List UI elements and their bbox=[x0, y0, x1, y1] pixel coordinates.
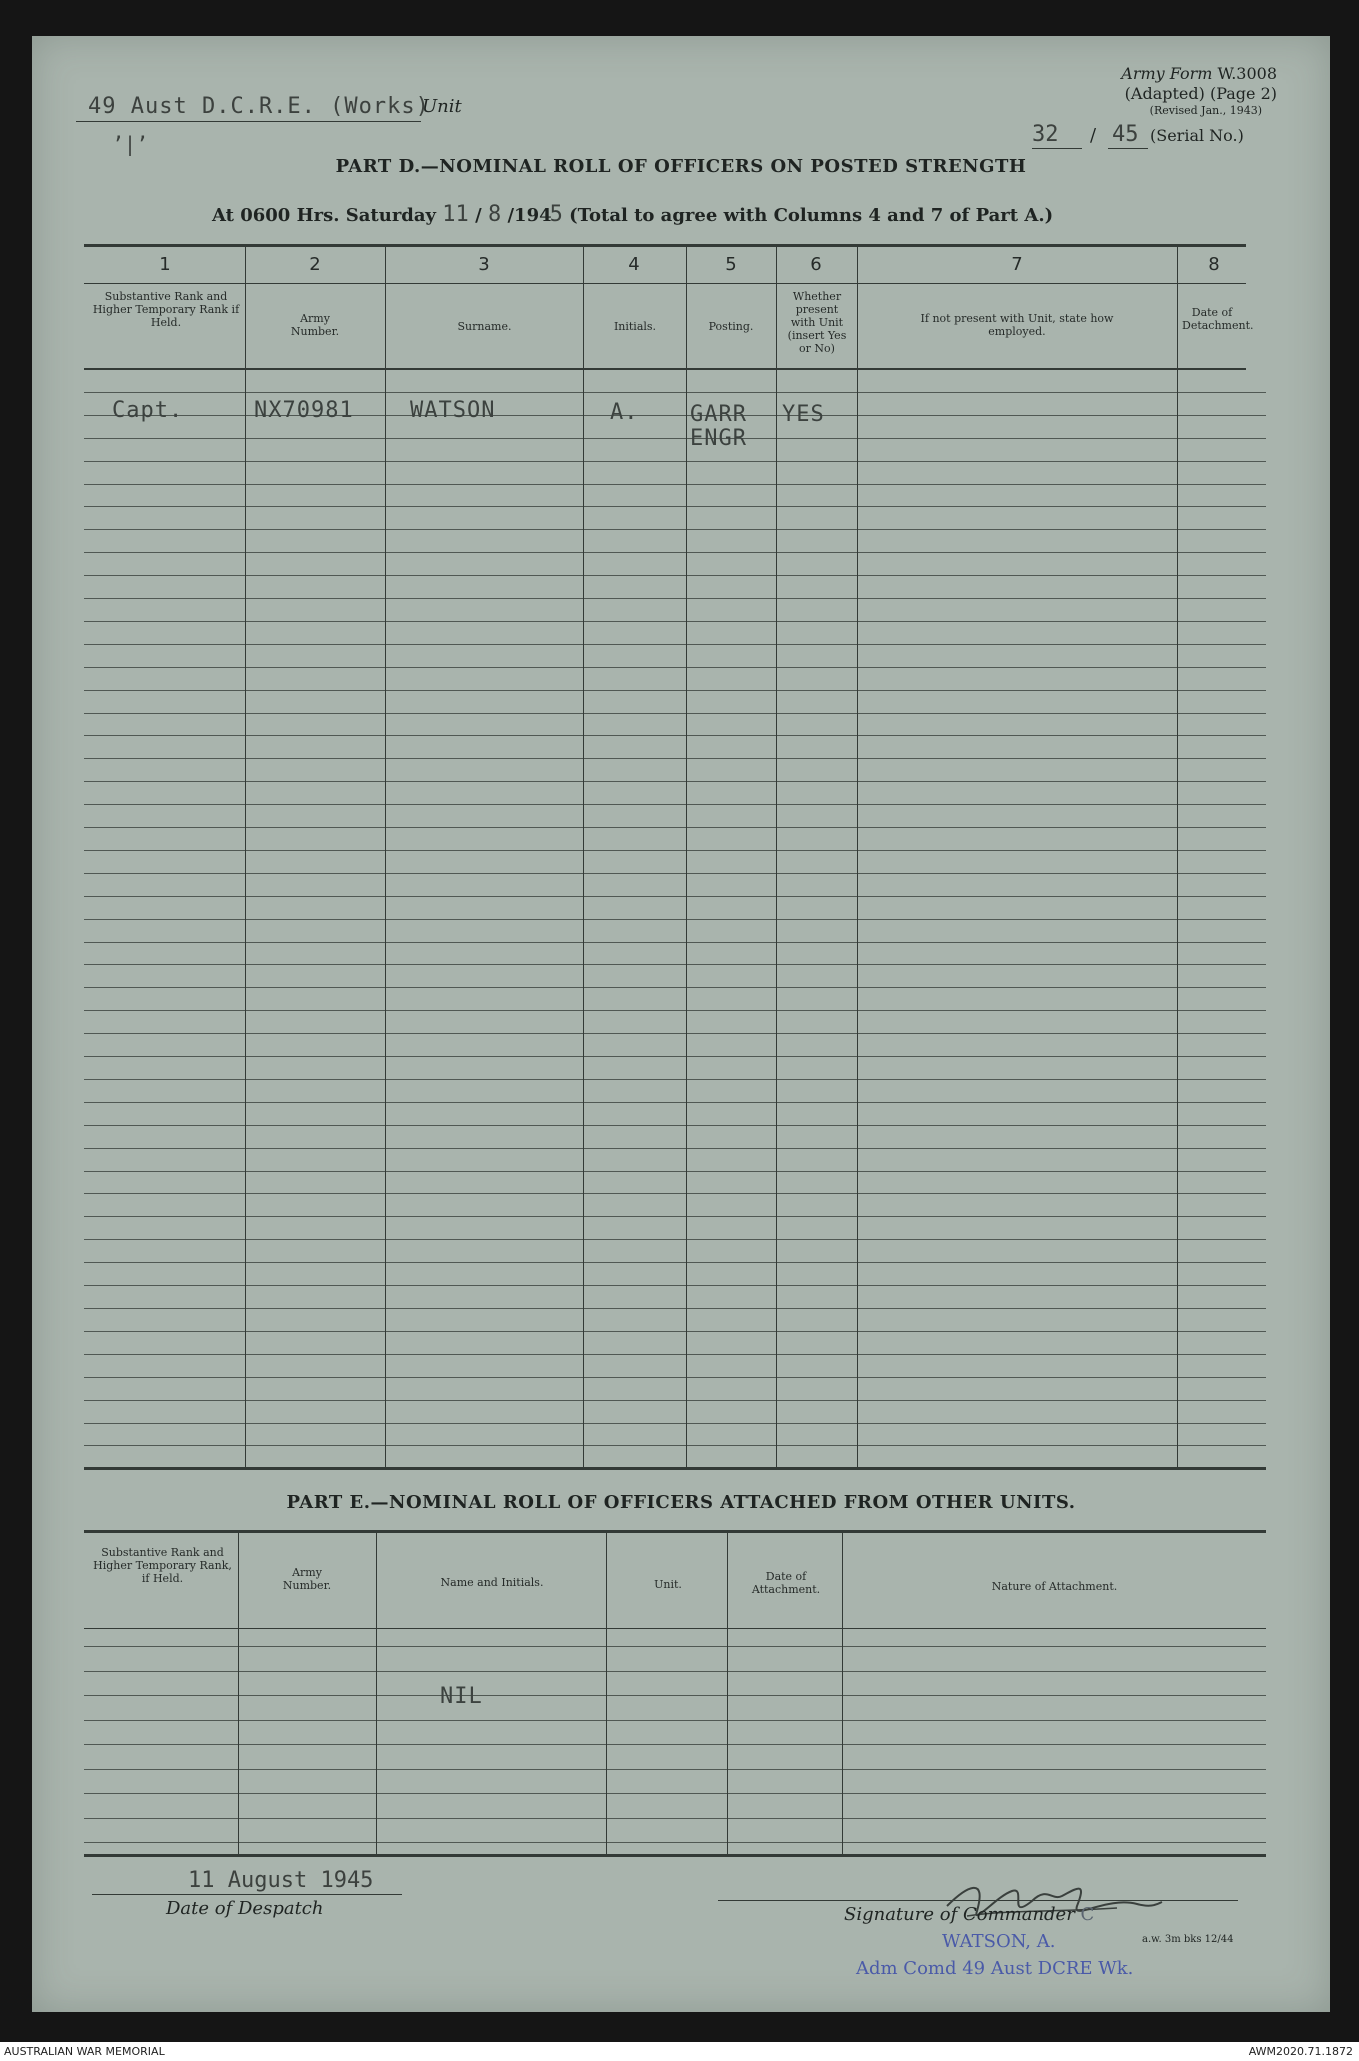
form-adapted: (Adapted) (Page 2) bbox=[1124, 84, 1277, 103]
entry-army-number: NX70981 bbox=[254, 398, 354, 423]
commander-signature bbox=[937, 1866, 1167, 1936]
entry-posting-line1: GARR bbox=[690, 402, 747, 427]
signature-label: Signature of Commander C bbox=[844, 1904, 1095, 1925]
col-header-surname: Surname. bbox=[457, 320, 512, 333]
e-col-header-rank: Substantive Rank and Higher Temporary Rank, if Held. bbox=[93, 1546, 232, 1585]
e-col-header-date: Date of Attachment. bbox=[751, 1570, 821, 1596]
part-e-table bbox=[32, 36, 1330, 1836]
col-number-8: 8 bbox=[1208, 254, 1220, 275]
e-col-header-name: Name and Initials. bbox=[440, 1576, 544, 1589]
ruled-line bbox=[84, 1671, 1266, 1672]
col-header-initials: Initials. bbox=[613, 320, 657, 333]
part-d-date-line: At 0600 Hrs. Saturday 11 / 8 /1945 (Total to agree with Columns 4 and 7 of Part A.) bbox=[212, 202, 1054, 227]
col-header-present: Whether present with Unit (insert Yes or No) bbox=[787, 290, 847, 355]
form-id: Army Form W.3008 bbox=[1121, 64, 1277, 83]
col-header-army-number: Army Number. bbox=[290, 312, 340, 338]
despatch-label: Date of Despatch bbox=[166, 1898, 324, 1919]
e-col-header-nature: Nature of Attachment. bbox=[991, 1580, 1118, 1593]
col-header-posting: Posting. bbox=[708, 320, 754, 333]
ruled-line bbox=[84, 1842, 1266, 1843]
unit-value: 49 Aust D.C.R.E. (Works) bbox=[88, 94, 430, 119]
col-header-how-employed: If not present with Unit, state how employed. bbox=[920, 312, 1114, 338]
ruled-line bbox=[84, 1720, 1266, 1721]
ruled-line bbox=[84, 1793, 1266, 1794]
despatch-date: 11 August 1945 bbox=[188, 1868, 374, 1893]
entry-surname: WATSON bbox=[410, 398, 496, 423]
col-number-2: 2 bbox=[309, 254, 321, 275]
part-e-title: PART E.—NOMINAL ROLL OF OFFICERS ATTACHED FROM OTHER UNITS. bbox=[286, 1492, 1076, 1513]
printer-note: a.w. 3m bks 12/44 bbox=[1142, 1934, 1234, 1945]
form-revised: (Revised Jan., 1943) bbox=[1149, 104, 1262, 117]
ruled-line bbox=[84, 1646, 1266, 1647]
stamp-name: WATSON, A. bbox=[942, 1931, 1056, 1952]
form-page bbox=[32, 36, 1330, 2012]
col-number-6: 6 bbox=[810, 254, 822, 275]
footer-archive-name: AUSTRALIAN WAR MEMORIAL bbox=[4, 2045, 165, 2058]
col-header-detachment: Date of Detachment. bbox=[1182, 306, 1254, 332]
ruled-line bbox=[84, 1769, 1266, 1770]
footer-catalog-id: AWM2020.71.1872 bbox=[1248, 2045, 1353, 2058]
entry-present: YES bbox=[782, 402, 825, 427]
col-number-5: 5 bbox=[725, 254, 737, 275]
col-header-rank: Substantive Rank and Higher Temporary Rank if Held. bbox=[92, 290, 240, 329]
ruled-line bbox=[84, 1818, 1266, 1819]
e-col-header-unit: Unit. bbox=[654, 1578, 682, 1591]
col-number-7: 7 bbox=[1011, 254, 1023, 275]
entry-nil: NIL bbox=[440, 1684, 483, 1709]
entry-initials: A. bbox=[610, 400, 639, 425]
col-number-4: 4 bbox=[628, 254, 640, 275]
handwritten-mark: ’|’ bbox=[112, 132, 149, 156]
e-col-header-army-number: Army Number. bbox=[282, 1566, 332, 1592]
entry-posting-line2: ENGR bbox=[690, 426, 747, 451]
part-d-title: PART D.—NOMINAL ROLL OF OFFICERS ON POSTED STRENGTH bbox=[335, 156, 1027, 177]
col-number-1: 1 bbox=[159, 254, 171, 275]
entry-rank: Capt. bbox=[112, 398, 184, 423]
ruled-line bbox=[84, 1744, 1266, 1745]
ruled-line bbox=[84, 1695, 1266, 1696]
unit-label: Unit bbox=[422, 96, 462, 117]
serial-number: 32 / 45 (Serial No.) bbox=[1032, 122, 1244, 147]
col-number-3: 3 bbox=[478, 254, 490, 275]
stamp-title: Adm Comd 49 Aust DCRE Wk. bbox=[856, 1958, 1134, 1979]
